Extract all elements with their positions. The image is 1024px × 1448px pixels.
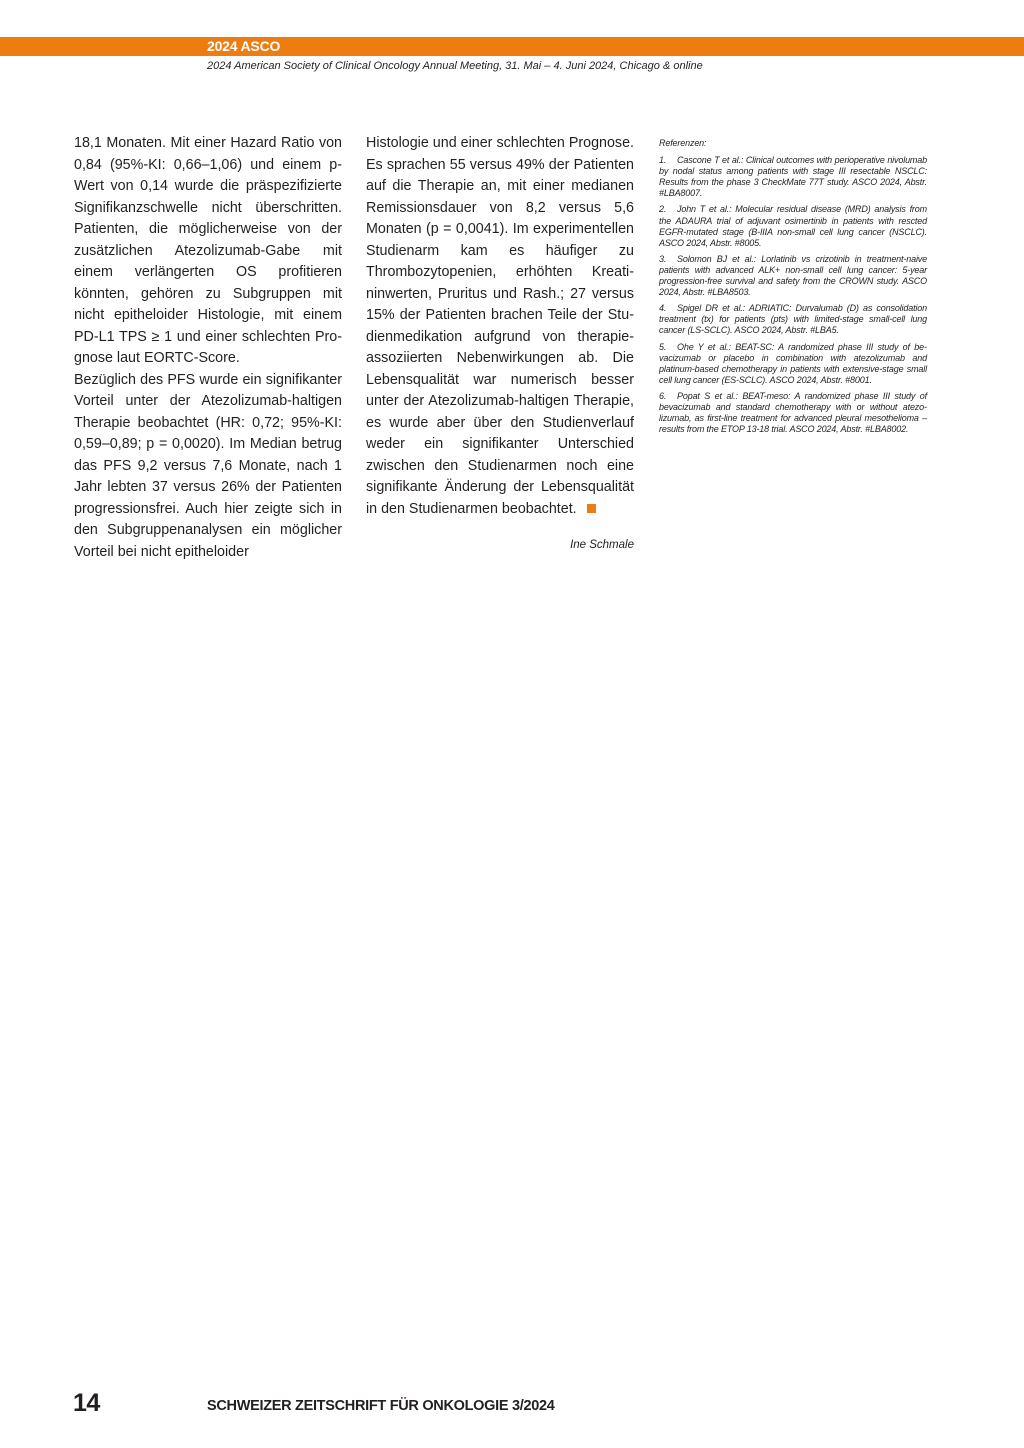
end-of-article-icon: [587, 504, 596, 513]
reference-text: John T et al.: Molecular residual disease (MRD) analysis from the ADAURA trial of adjuvant osimertinib in patients with rescted EGFR-mutated stage (B-IIIA non-small cell lung cancer (NSCLC). ASCO 2024, Abstr. #8005.: [659, 204, 927, 248]
reference-number: 4.: [659, 303, 667, 314]
reference-item: [659, 391, 927, 435]
paragraph-os: 18,1 Monaten. Mit einer Hazard Ratio von 0,84 (95%-KI: 0,66–1,06) und einem p-Wert von 0,14 wurde die präspezifizierte Signifikanzschwelle nicht überschritten. Patienten, die möglicherweise von der zusätzlichen Atezolizumab-Gabe mit einem verlängerten OS profitieren könnten, gehören zu Subgruppen mit nicht epitheloider Histologie, mit einem PD-L1 TPS ≥ 1 und einer schlechten Prognose laut EORTC-Score.: [74, 135, 342, 366]
paragraph-response: [366, 133, 634, 520]
page-number: 14: [73, 1389, 100, 1417]
reference-text: Ohe Y et al.: BEAT-SC: A randomized phase III study of bevacizumab or placebo in combination with atezolizumab and platinum-based chemotherapy in patients with extensive-stage small cell lung cancer (ES-SCLC). ASCO 2024, Abstr. #8001.: [659, 341, 927, 385]
reference-number: 5.: [659, 341, 667, 352]
reference-item: [659, 204, 927, 248]
reference-text: Popat S et al.: BEAT-meso: A randomized phase III study of bevacizumab and standard chemotherapy with or without atezolizumab, as first-line treatment for advanced pleural mesothelioma – results from the ETOP 13-18 trial. ASCO 2024, Abstr. #LBA8002.: [659, 390, 927, 435]
references-title: Referenzen:: [659, 138, 707, 148]
text-column-1: [74, 133, 342, 563]
reference-text: Spigel DR et al.: ADRIATIC: Durvalumab (D) as consolidation treatment (tx) for patients (pts) with limited-stage small-cell lung cancer (LS-SCLC). ASCO 2024, Abstr. #LBA5.: [659, 303, 927, 336]
journal-title: SCHWEIZER ZEITSCHRIFT FÜR ONKOLOGIE 3/2024: [207, 1398, 555, 1414]
text-column-2: [366, 133, 634, 520]
reference-text: Solomon BJ et al.: Lorlatinib vs crizotinib in treatment-naive patients with advanced ALK+ non-small cell lung cancer: 5-year progression-free survival and safety from the CROWN study. ASCO 2024, Abstr. #LBA8503.: [659, 253, 927, 298]
author: Ine Schmale: [570, 539, 634, 551]
reference-number: 1.: [659, 155, 667, 166]
reference-item: [659, 155, 927, 199]
reference-item: [659, 303, 927, 336]
paragraph-pfs: Bezüglich des PFS wurde ein signifikanter Vorteil unter der Atezolizumab-haltigen Therapie beobachtet (HR: 0,72; 95%-KI: 0,59–0,89; p = 0,0020). Im Median betrug das PFS 9,2 versus 7,6 Monate, nach 1 Jahr lebten 37 versus 26% der Patienten progressionsfrei. Auch hier zeigte sich in den Subgruppenanalysen ein möglicher Vorteil bei nicht epitheloider: [74, 371, 342, 560]
reference-item: [659, 254, 927, 298]
section-subtitle: 2024 American Society of Clinical Oncology Annual Meeting, 31. Mai – 4. Juni 2024, Chicago & online: [207, 60, 703, 72]
reference-number: 2.: [659, 204, 667, 215]
references: [659, 138, 927, 440]
reference-number: 3.: [659, 253, 667, 264]
header-bar: [0, 37, 1024, 56]
reference-item: [659, 342, 927, 386]
paragraph-response-text: Histologie und einer schlechten Prognose. Es sprachen 55 versus 49% der Patienten auf die Therapie an, mit einer medianen Remissionsdauer von 8,2 versus 5,6 Monaten (p = 0,0041). Im experimentellen Studienarm kam es häufiger zu Thrombozytopenien, erhöhten Kreatininwerten, Pruritus und Rash.; 27 versus 15% der Patienten brachen Teile der Studienmedikation aufgrund von therapieassoziierten Nebenwirkungen ab. Die Lebensqualität war numerisch besser unter der Atezolizumab-haltigen Therapie, es wurde aber über den Studienverlauf weder ein signifikanter Unterschied zwischen den Studienarmen noch eine signifikante Änderung der Lebensqualität in den Studienarmen beobachtet.: [366, 135, 634, 517]
reference-number: 6.: [659, 390, 667, 401]
section-title: 2024 ASCO: [207, 38, 281, 54]
reference-text: Cascone T et al.: Clinical outcomes with perioperative nivolumab by nodal status among patients with stage III resectable NSCLC: Results from the phase 3 CheckMate 77T study. ASCO 2024, Abstr. #LBA8007.: [659, 155, 927, 199]
